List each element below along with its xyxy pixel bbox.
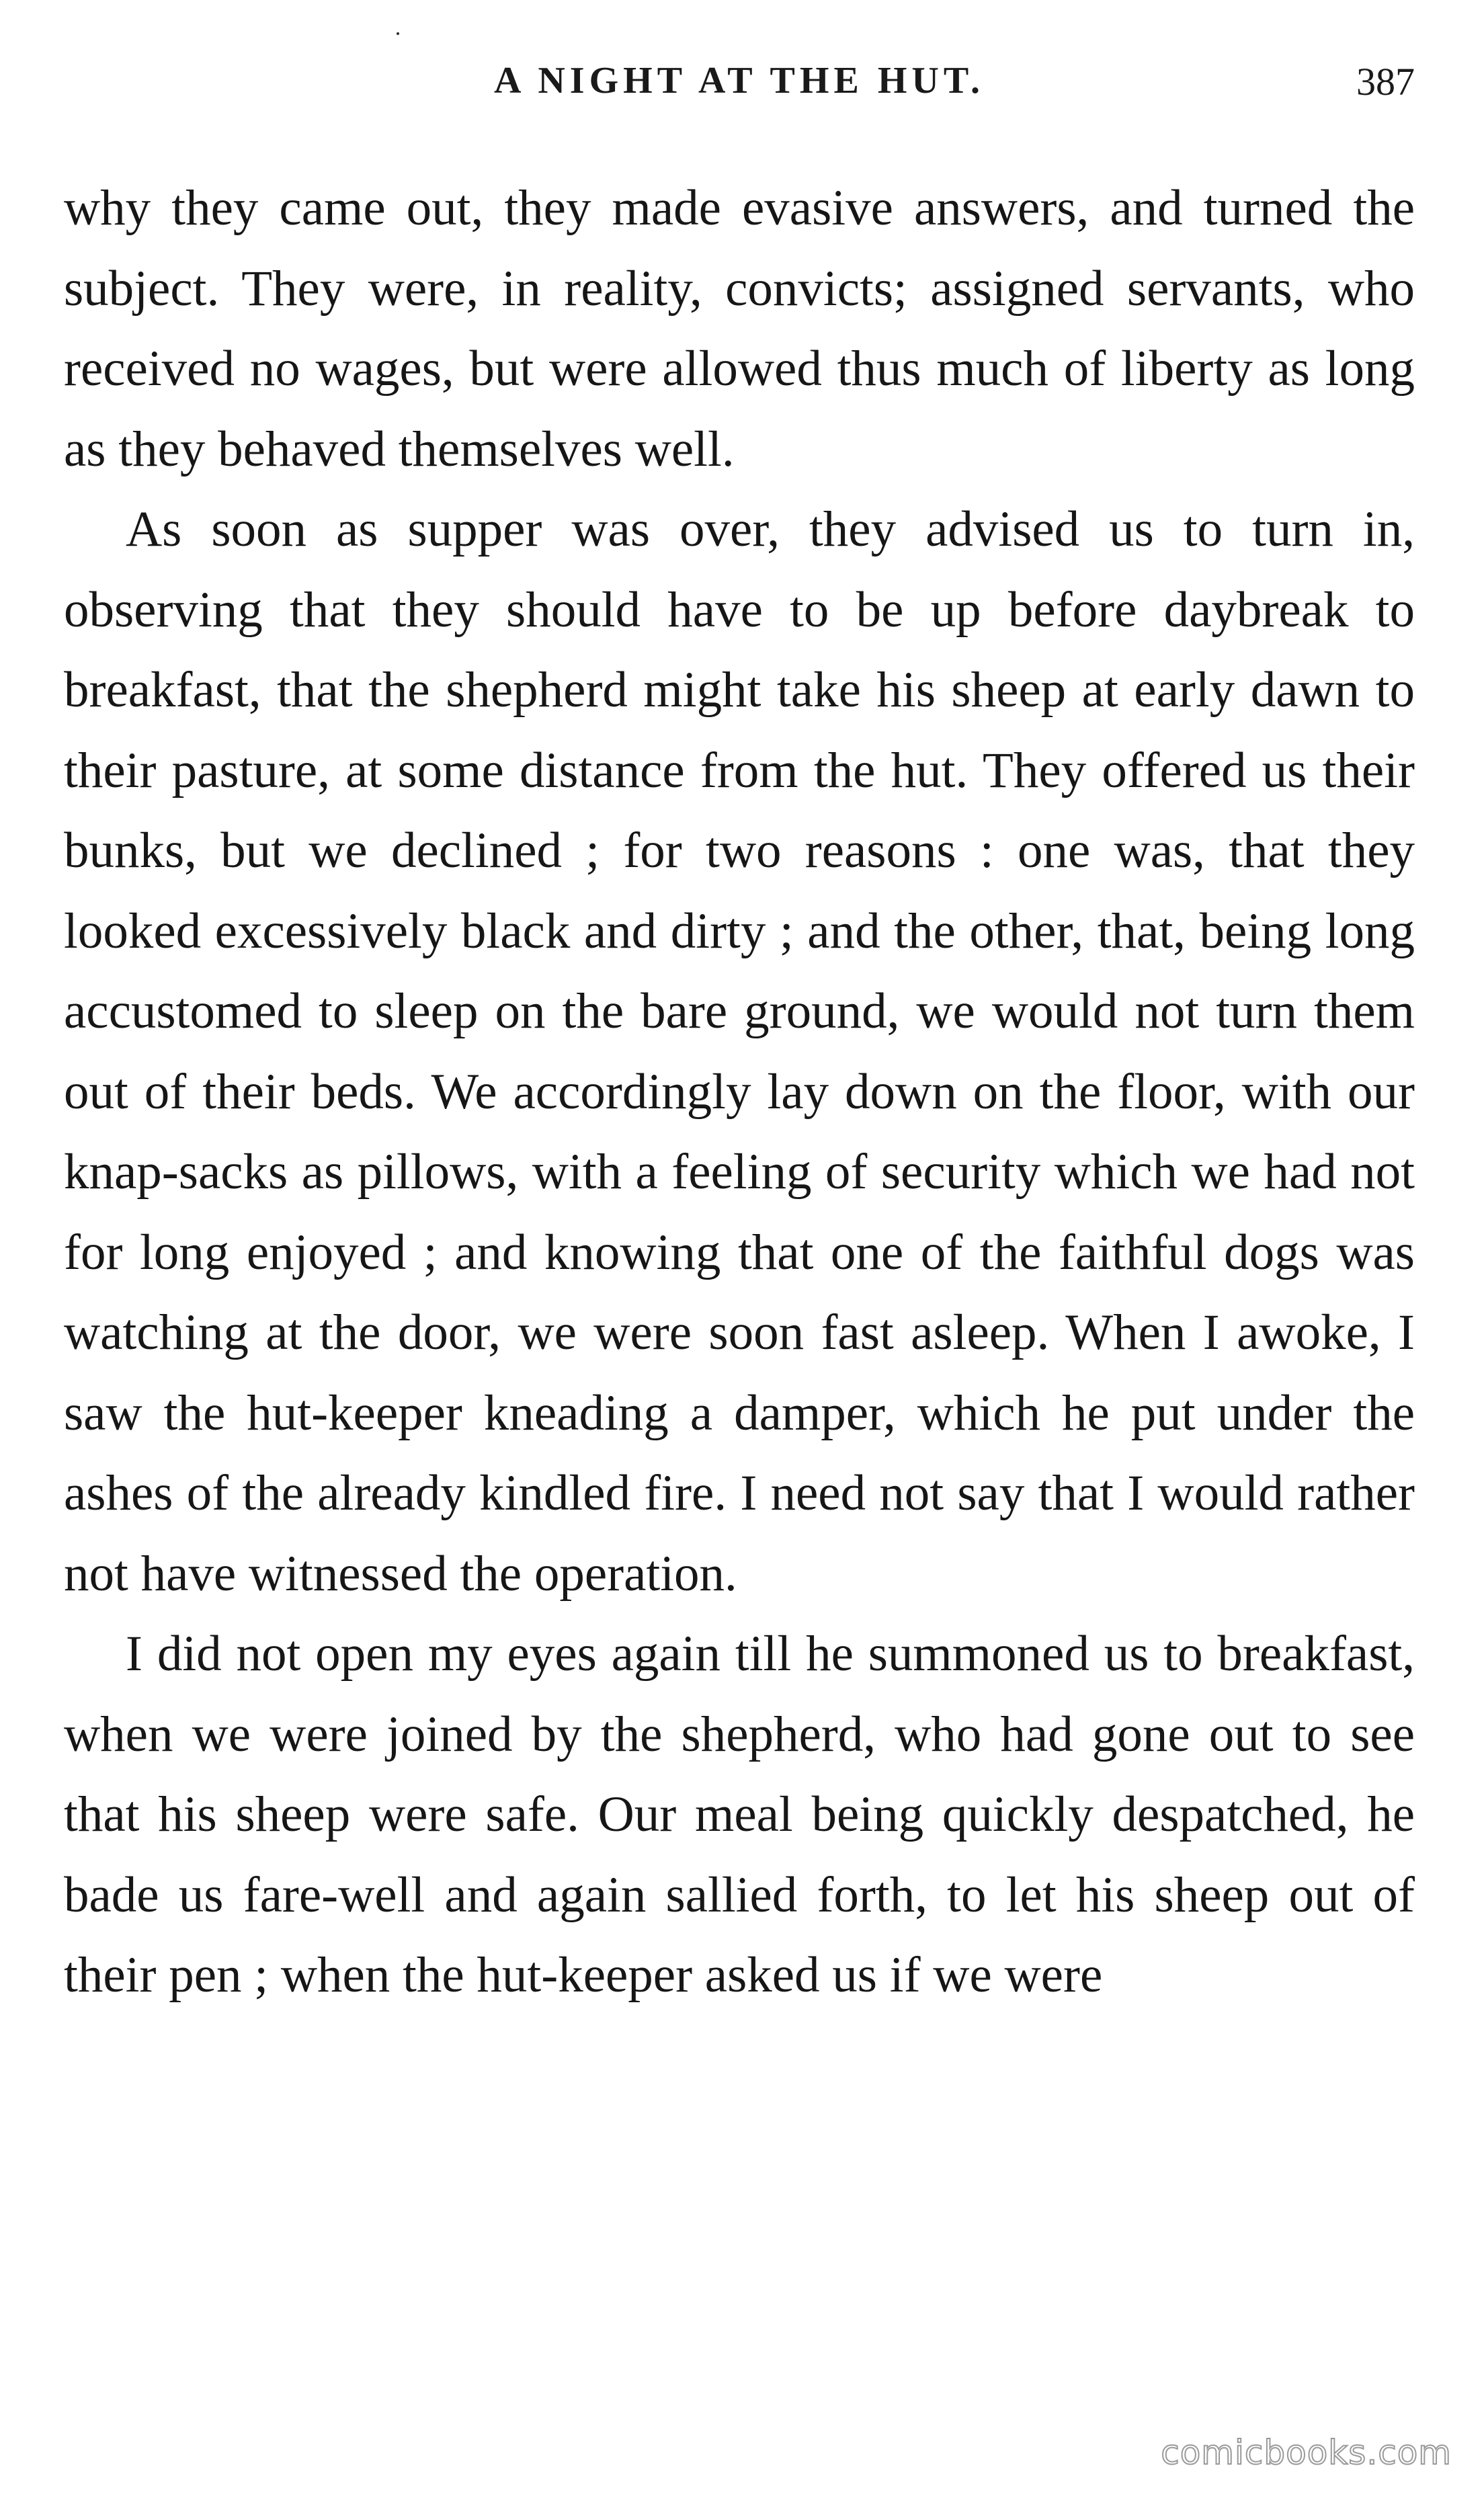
paragraph: As soon as supper was over, they advised us to turn in, observing that they should have to be up before daybreak to breakfast, that the shepherd might take his sheep at early dawn to their pasture, at some distance from the hut. They offered us their bunks, but we declined ; for two reasons : one was, that they looked excessively black and dirty ; and the other, that, being long accustomed to sleep on the bare ground, we would not turn them out of their beds. We accordingly lay down on the floor, with our knap-sacks as pillows, with a feeling of security which we had not for long enjoyed ; and knowing that one of the faithful dogs was watching at the door, we were soon fast asleep. When I awoke, I saw the hut-keeper kneading a damper, which he put under the ashes of the already kindled fire. I need not say that I would rather not have witnessed the operation.: [64, 501, 1415, 1602]
body-text: [64, 168, 1415, 2016]
ink-speck: [397, 32, 399, 35]
paragraph: I did not open my eyes again till he summoned us to breakfast, when we were joined by the shepherd, who had gone out to see that his sheep were safe. Our meal being quickly despatched, he bade us fare-well and again sallied forth, to let his sheep out of their pen ; when the hut-keeper asked us if we were: [64, 1626, 1415, 2003]
running-head: [64, 59, 1415, 113]
watermark-logo: comicbooks.com: [1161, 2433, 1452, 2472]
paragraph-continued: why they came out, they made evasive answers, and turned the subject. They were, in reality, convicts; assigned servants, who received no wages, but were allowed thus much of liberty as long as they behaved themselves well.: [64, 180, 1415, 477]
running-title: A NIGHT AT THE HUT.: [493, 60, 985, 101]
page-number: 387: [1356, 60, 1415, 104]
